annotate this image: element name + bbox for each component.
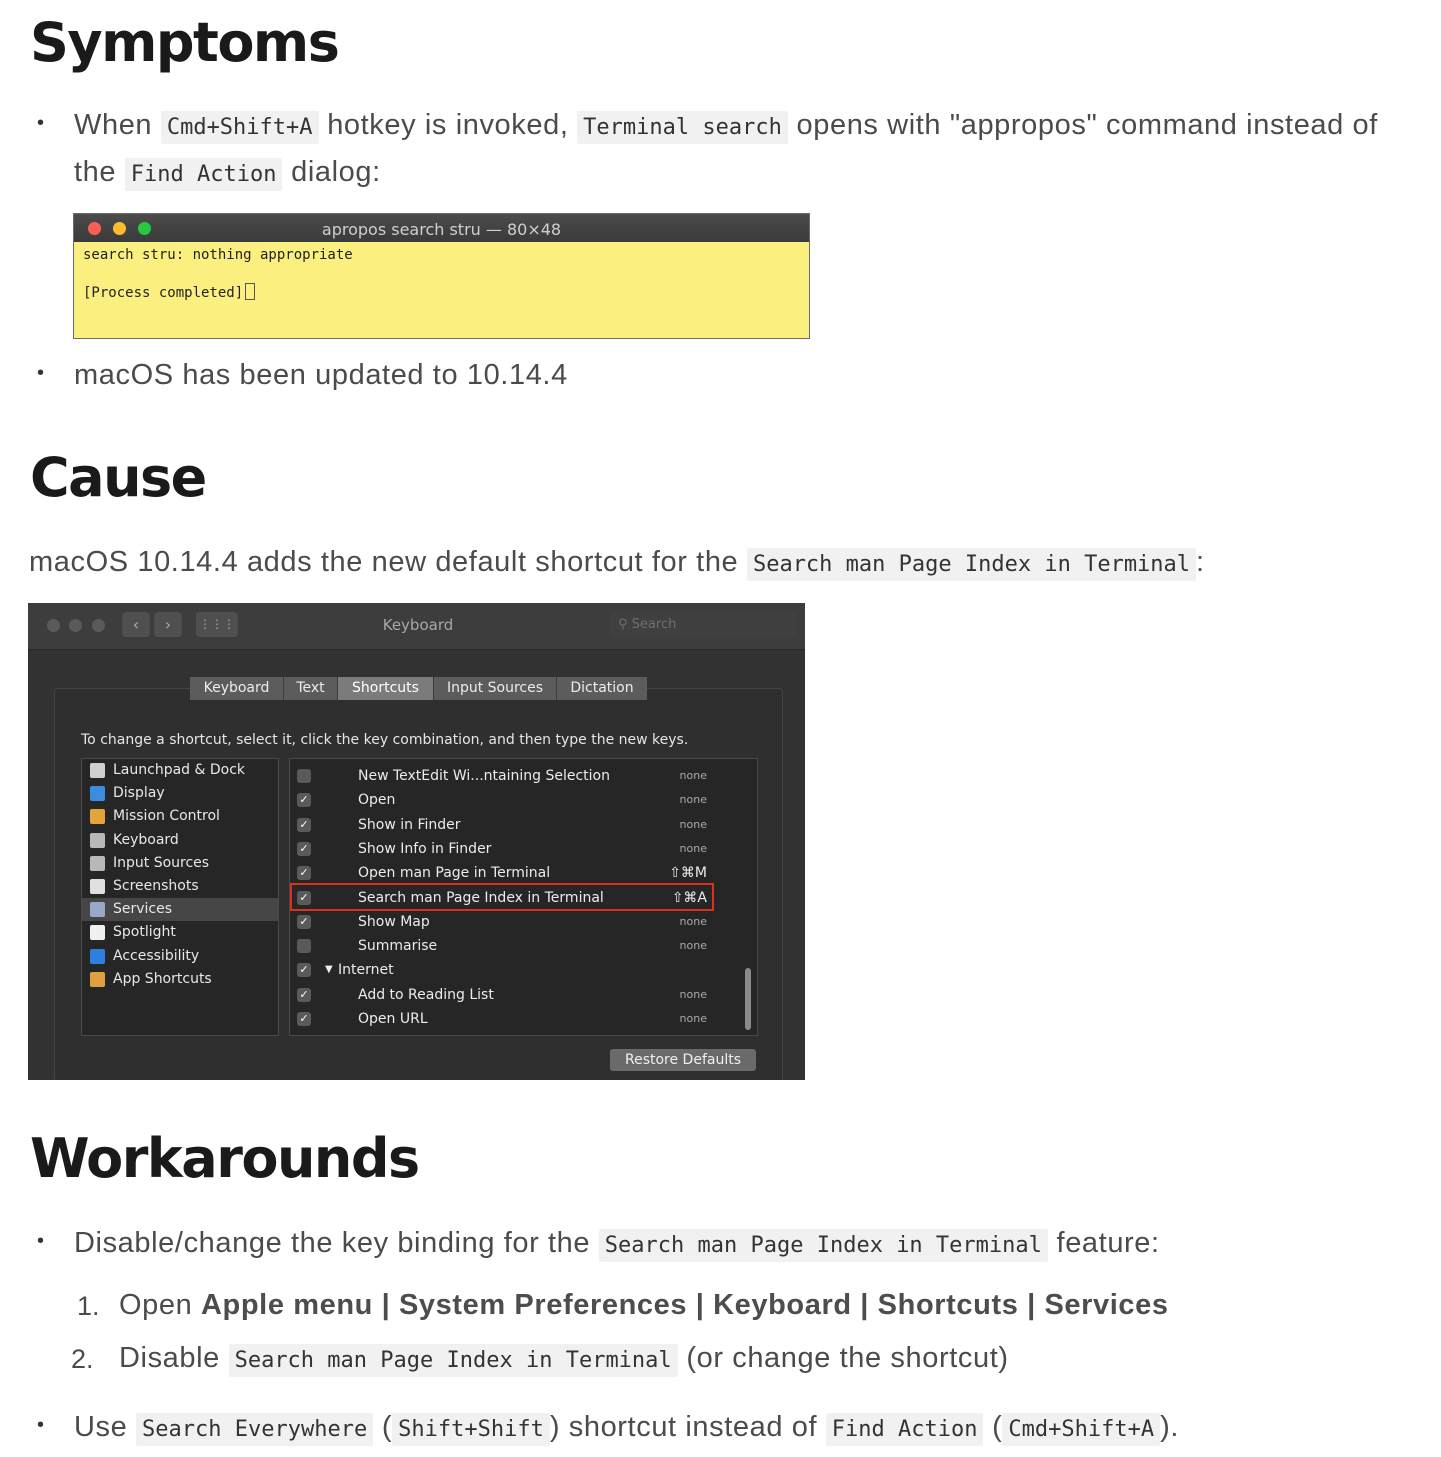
terminal-titlebar [74,214,809,242]
checkbox-checked-icon: ✓ [297,842,311,856]
forward-arrow-icon: › [154,612,182,637]
search-everywhere-code: Search Everywhere [136,1413,373,1446]
launchpad-icon [90,763,105,778]
shortcut-label: Show Map [358,913,430,930]
text: [Process completed] [83,285,244,301]
shortcut-row [290,788,757,812]
shortcut-keys: ⇧⌘M [669,865,707,882]
checkbox-checked-icon: ✓ [297,963,311,977]
tab-shortcuts: Shortcuts [338,677,434,700]
keyboard-icon [90,833,105,848]
checkbox-checked-icon: ✓ [297,866,311,880]
display-icon [90,786,105,801]
text: hotkey is invoked, [318,109,578,141]
hotkey-code: Cmd+Shift+A [161,111,319,144]
grid-icon: ⋮⋮⋮ [196,612,238,637]
text: ( [373,1411,393,1443]
restore-defaults-button: Restore Defaults [610,1049,756,1071]
shortcut-keys: none [679,841,707,855]
text: ) shortcut instead of [549,1411,826,1443]
cause-heading: Cause [30,446,206,509]
shortcut-label: Internet [338,962,394,979]
shortcut-label: New TextEdit Wi...ntaining Selection [358,768,610,784]
symptom-line-1b [74,155,381,190]
screenshots-icon [90,879,105,894]
checkbox-checked-icon: ✓ [297,1012,311,1026]
shortcut-keys: none [679,817,707,831]
text: ( [983,1411,1003,1443]
spotlight-icon [90,925,105,940]
search-man-page-code: Search man Page Index in Terminal [747,548,1196,581]
text: When [74,109,161,141]
category-item [82,805,278,828]
checkbox-checked-icon: ✓ [297,891,311,905]
search-icon: ⚲ [618,617,628,632]
shortcut-label: Open URL [358,1011,428,1027]
shortcut-row [290,983,757,1007]
symptoms-heading: Symptoms [30,11,339,74]
category-item [82,898,278,921]
workarounds-heading: Workarounds [30,1127,419,1190]
category-item [82,782,278,805]
category-item [82,968,278,991]
category-item [82,759,278,782]
highlight-box [290,883,714,911]
shortcut-keys: none [679,914,707,928]
category-label: Mission Control [113,808,220,825]
checkbox-checked-icon: ✓ [297,818,311,832]
shortcut-keys: none [679,1012,707,1025]
terminal-cursor [245,283,255,300]
cause-text [29,545,1205,580]
menu-path: Apple menu | System Preferences | Keyboard | Shortcuts | Services [201,1289,1169,1321]
step-number: 1. [77,1291,100,1321]
minimize-dot-icon [69,619,82,632]
shortcut-keys: ⇧⌘A [671,889,707,906]
symptom-line-1 [74,108,1378,143]
disclosure-triangle-icon: ▼ [325,964,333,976]
tab-dictation: Dictation [557,677,647,700]
tab-keyboard: Keyboard [190,677,284,700]
text: ). [1160,1411,1180,1443]
shortcut-label: Open [358,792,396,809]
tab-input-sources: Input Sources [434,677,557,700]
category-item [82,921,278,944]
checkbox-unchecked-icon [297,939,311,953]
text: macOS 10.14.4 adds the new default shortcut for the [29,546,747,578]
terminal-title: apropos search stru — 80×48 [321,220,562,239]
text: dialog: [282,156,381,188]
workaround-line-2 [74,1410,1179,1445]
prefs-window-title: Keyboard [382,616,454,634]
workaround-step-2 [119,1341,1009,1376]
terminal-process-line [83,283,255,301]
shortcut-row [290,934,757,958]
category-label: Spotlight [113,924,176,941]
search-man-page-code: Search man Page Index in Terminal [599,1229,1048,1262]
shortcut-row [290,1007,757,1031]
shift-shift-code: Shift+Shift [392,1413,550,1446]
prefs-instruction: To change a shortcut, select it, click the key combination, and then type the new keys. [81,732,689,748]
input-sources-icon [90,856,105,871]
app-shortcuts-icon [90,972,105,987]
search-placeholder: Search [631,617,677,632]
symptom-line-2: macOS has been updated to 10.14.4 [74,359,568,391]
prefs-titlebar [28,603,805,650]
tab-text: Text [284,677,338,700]
workaround-step-1 [119,1288,1169,1323]
checkbox-unchecked-icon [297,769,311,783]
search-man-page-code: Search man Page Index in Terminal [229,1344,678,1377]
category-label: Launchpad & Dock [113,762,246,778]
shortcut-row [290,813,757,837]
shortcut-keys: none [679,987,707,1001]
shortcut-row [290,958,757,982]
text: opens with "appropos" command instead of [787,109,1378,141]
prefs-search-field [610,612,796,637]
keyboard-preferences-screenshot [28,603,805,1080]
category-label: Input Sources [113,854,210,871]
shortcut-label: Show Info in Finder [358,840,492,857]
text: feature: [1047,1227,1160,1259]
shortcut-row [290,837,757,861]
shortcut-keys: none [679,793,707,807]
text: Use [74,1411,137,1443]
step-number: 2. [71,1344,94,1374]
checkbox-checked-icon: ✓ [297,988,311,1002]
shortcut-label: Add to Reading List [358,986,494,1003]
hotkey-code: Cmd+Shift+A [1002,1413,1160,1446]
checkbox-checked-icon: ✓ [297,915,311,929]
text: Open [119,1289,201,1321]
category-label: Display [113,785,165,802]
shortcut-label: Show in Finder [358,816,461,833]
shortcut-keys: none [679,939,707,953]
terminal-screenshot [73,213,810,339]
category-label: Keyboard [113,831,179,848]
shortcut-label: Summarise [358,938,438,955]
category-item [82,852,278,875]
close-dot-icon [47,619,60,632]
terminal-search-code: Terminal search [577,111,788,144]
accessibility-icon [90,949,105,964]
category-label: Accessibility [113,947,200,964]
category-label: App Shortcuts [113,970,212,987]
back-arrow-icon: ‹ [122,612,150,637]
category-label: Services [113,901,173,918]
shortcut-label: Search man Page Index in Terminal [358,889,604,906]
services-gear-icon [90,902,105,917]
category-item [82,945,278,968]
bullet-marker: • [37,112,45,134]
category-label: Screenshots [113,878,199,894]
category-item [82,875,278,898]
shortcut-row [290,910,757,934]
text: the [74,156,125,188]
shortcut-label: Open man Page in Terminal [358,865,551,882]
text: Disable/change the key binding for the [74,1227,599,1259]
bullet-marker: • [37,362,45,384]
workaround-line-1 [74,1226,1160,1261]
zoom-dot-icon [92,619,105,632]
text: (or change the shortcut) [677,1342,1009,1374]
bullet-marker: • [37,1414,45,1436]
category-list [81,758,279,1036]
mission-control-icon [90,809,105,824]
terminal-output-line: search stru: nothing appropriate [83,247,353,263]
checkbox-checked-icon: ✓ [297,793,311,807]
find-action-code: Find Action [826,1413,984,1446]
bullet-marker: • [37,1230,45,1252]
find-action-code: Find Action [125,158,283,191]
text: : [1196,546,1205,578]
shortcut-keys: none [679,769,707,782]
category-item [82,829,278,852]
text: Disable [119,1342,229,1374]
shortcut-row [290,764,757,788]
